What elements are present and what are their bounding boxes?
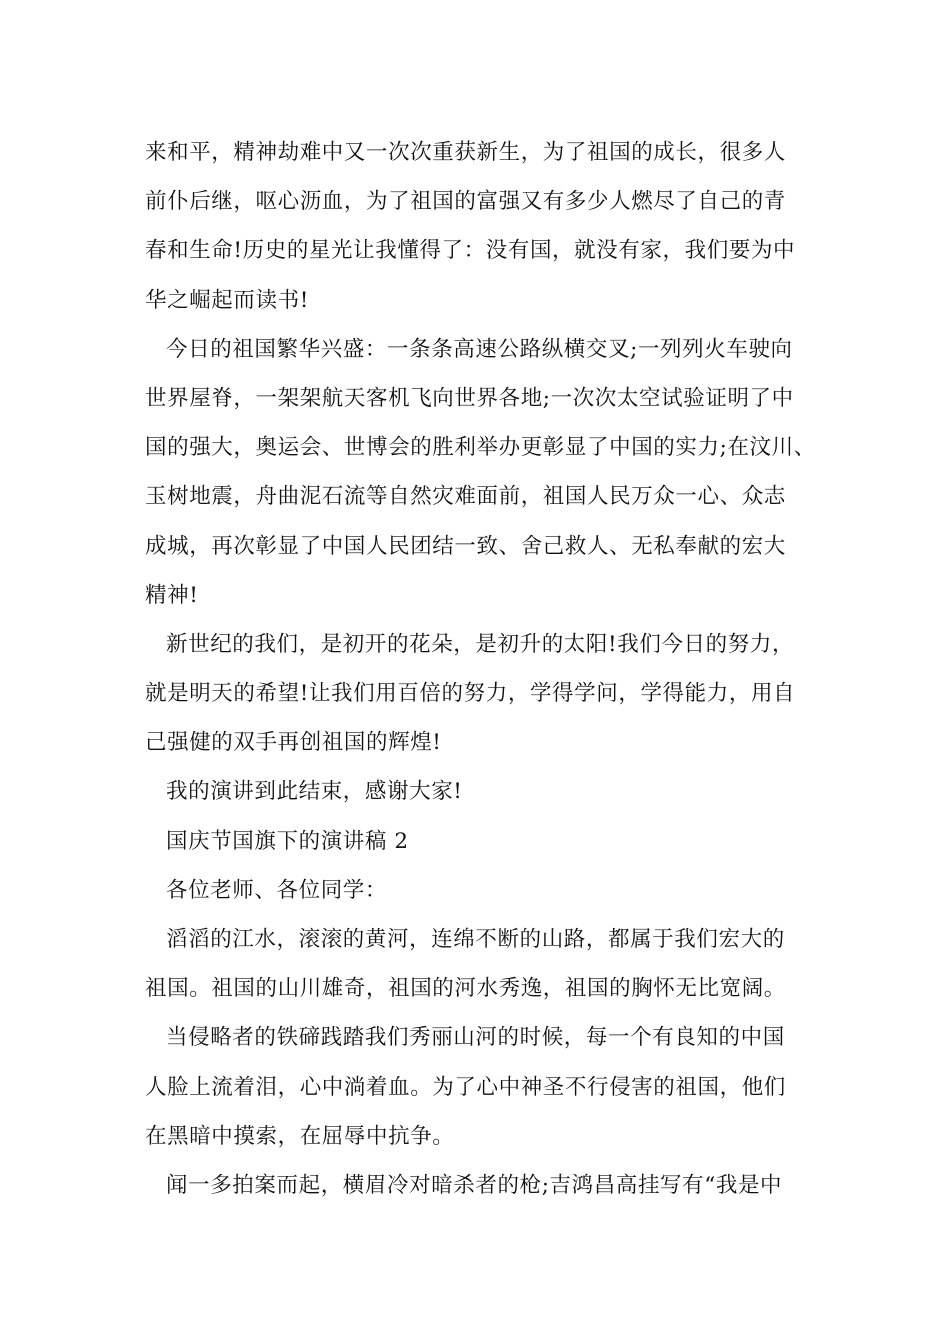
paragraph-start-line: 当侵略者的铁碲践踏我们秀丽山河的时候，每一个有良知的中国 bbox=[166, 1025, 785, 1051]
text-line: 在黑暗中摸索，在屈辱中抗争。 bbox=[145, 1123, 455, 1149]
closing-line: 我的演讲到此结束，感谢大家! bbox=[166, 779, 463, 805]
text-line: 己强健的双手再创祖国的辉煌! bbox=[145, 730, 442, 756]
text-line: 成城，再次彰显了中国人民团结一致、舍己救人、无私奉献的宏大 bbox=[145, 533, 786, 559]
salutation: 各位老师、各位同学： bbox=[166, 877, 388, 903]
text-line: 国的强大，奥运会、世博会的胜利举办更彰显了中国的实力;在汶川、 bbox=[145, 435, 816, 461]
text-line: 就是明天的希望!让我们用百倍的努力，学得学问，学得能力，用自 bbox=[145, 681, 796, 707]
text-line: 华之崛起而读书! bbox=[145, 287, 309, 313]
paragraph-start-line: 滔滔的江水，滚滚的黄河，连绵不断的山路，都属于我们宏大的 bbox=[166, 927, 785, 952]
text-line: 人脸上流着泪，心中淌着血。为了心中神圣不行侵害的祖国，他们 bbox=[145, 1074, 786, 1100]
paragraph-start-line: 今日的祖国繁华兴盛：一条条高速公路纵横交叉;一列列火车驶向 bbox=[166, 336, 793, 362]
text-line: 世界屋脊，一架架航天客机飞向世界各地;一次次太空试验证明了中 bbox=[145, 385, 794, 411]
text-line: 春和生命!历史的星光让我懂得了：没有国，就没有家，我们要为中 bbox=[145, 238, 796, 264]
text-line: 前仆后继，呕心沥血，为了祖国的富强又有多少人燃尽了自己的青 bbox=[145, 189, 786, 215]
paragraph-start-line: 闻一多拍案而起，横眉冷对暗杀者的枪;吉鸿昌高挂写有“我是中 bbox=[166, 1172, 783, 1198]
text-line: 来和平，精神劫难中又一次次重获新生，为了祖国的成长，很多人 bbox=[145, 140, 786, 165]
section-title: 国庆节国旗下的演讲稿 2 bbox=[166, 828, 409, 854]
text-line: 玉树地震，舟曲泥石流等自然灾难面前，祖国人民万众一心、众志 bbox=[145, 484, 786, 510]
body-text bbox=[145, 128, 815, 1210]
text-line: 祖国。祖国的山川雄奇，祖国的河水秀逸，祖国的胸怀无比宽阔。 bbox=[145, 976, 786, 1002]
paragraph-start-line: 新世纪的我们，是初开的花朵，是初升的太阳!我们今日的努力， bbox=[166, 631, 795, 657]
text-line: 精神! bbox=[145, 582, 199, 608]
